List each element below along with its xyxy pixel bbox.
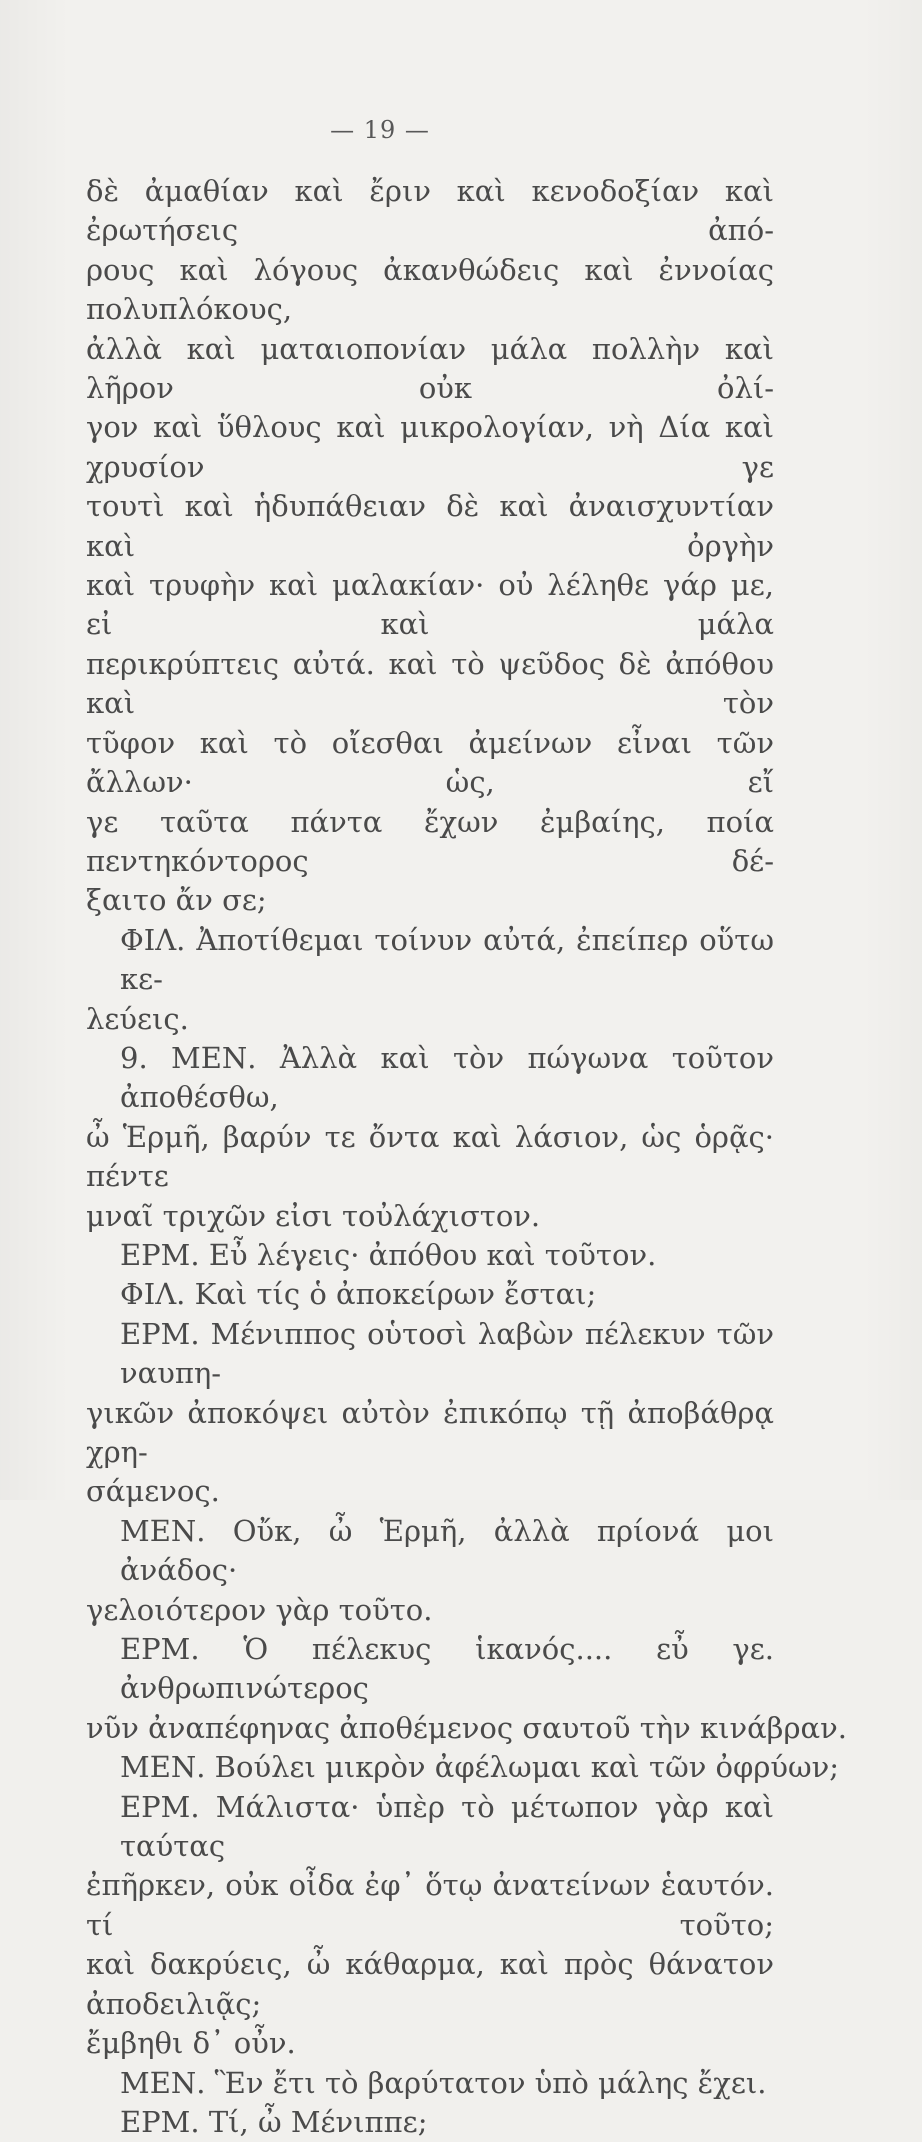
text-line: γελοιότερον γὰρ τοῦτο. [86, 1592, 433, 1627]
section-line: 9. ΜΕΝ. Ἀλλὰ καὶ τὸν πώγωνα τοῦτον ἀποθέσθω, [120, 1040, 774, 1115]
page-number: — 19 — [330, 116, 430, 144]
speaker-line: ΕΡΜ. Τί, ὦ Μένιππε; [120, 2104, 428, 2139]
text-line: δὲ ἀμαθίαν καὶ ἔριν καὶ κενοδοξίαν καὶ ἐρωτήσεις ἀπό- [86, 174, 774, 248]
speaker-line: ΜΕΝ. Οὔκ, ὦ Ἑρμῆ, ἀλλὰ πρίονά μοι ἀνάδος· [120, 1513, 774, 1588]
text-line: σάμενος. [86, 1474, 220, 1509]
text-line: γικῶν ἀποκόψει αὐτὸν ἐπικόπῳ τῇ ἀποβάθρᾳ χρη- [86, 1395, 774, 1469]
text-line: περικρύπτεις αὐτά. καὶ τὸ ψεῦδος δὲ ἀπόθου καὶ τὸν [86, 646, 774, 721]
text-line: ἀλλὰ καὶ ματαιοπονίαν μάλα πολλὴν καὶ λῆρον οὐκ ὀλί- [86, 331, 774, 406]
text-line: ὦ Ἑρμῆ, βαρύν τε ὄντα καὶ λάσιον, ὡς ὁρᾷς· πέντε [86, 1119, 774, 1194]
speaker-line: ΜΕΝ. Ἓν ἔτι τὸ βαρύτατον ὑπὸ μάλης ἔχει. [120, 2065, 767, 2100]
text-line: τῦφον καὶ τὸ οἴεσθαι ἀμείνων εἶναι τῶν ἄλλων· ὡς, εἴ [86, 725, 774, 800]
text-line: ρους καὶ λόγους ἀκανθώδεις καὶ ἐννοίας πολυπλόκους, [86, 252, 774, 327]
greek-text-block [86, 172, 847, 2142]
text-line: γον καὶ ὕθλους καὶ μικρολογίαν, νὴ Δία καὶ χρυσίον γε [86, 410, 774, 484]
text-line: καὶ δακρύεις, ὦ κάθαρμα, καὶ πρὸς θάνατον ἀποδειλιᾷς; [86, 1947, 774, 2021]
speaker-line: ΕΡΜ. Μάλιστα· ὑπὲρ τὸ μέτωπον γὰρ καὶ ταύτας [120, 1789, 774, 1864]
speaker-line: ΕΡΜ. Ὁ πέλεκυς ἱκανός.... εὖ γε. ἀνθρωπινώτερος [120, 1632, 774, 1706]
text-line: καὶ τρυφὴν καὶ μαλακίαν· οὐ λέληθε γάρ με, εἰ καὶ μάλα [86, 568, 774, 642]
text-line: ξαιτο ἄν σε; [86, 883, 267, 918]
speaker-line: ΦΙΛ. Καὶ τίς ὁ ἀποκείρων ἔσται; [120, 1277, 597, 1312]
speaker-line: ΕΡΜ. Εὖ λέγεις· ἀπόθου καὶ τοῦτον. [120, 1237, 657, 1272]
text-line: λεύεις. [86, 1001, 189, 1036]
text-line: τουτὶ καὶ ἡδυπάθειαν δὲ καὶ ἀναισχυντίαν καὶ ὀργὴν [86, 489, 774, 563]
text-line: ἔμβηθι δ᾽ οὖν. [86, 2026, 296, 2061]
speaker-line: ΦΙΛ. Ἀποτίθεμαι τοίνυν αὐτά, ἐπείπερ οὕτω κε- [120, 922, 774, 997]
speaker-line: ΕΡΜ. Μένιππος οὑτοσὶ λαβὼν πέλεκυν τῶν ναυπη- [120, 1316, 774, 1391]
text-line: νῦν ἀναπέφηνας ἀποθέμενος σαυτοῦ τὴν κινάβραν. [86, 1710, 847, 1745]
speaker-line: ΜΕΝ. Βούλει μικρὸν ἀφέλωμαι καὶ τῶν ὀφρύων; [120, 1750, 840, 1785]
text-line: ἐπῆρκεν, οὐκ οἶδα ἐφ᾽ ὅτῳ ἀνατείνων ἑαυτόν. τί τοῦτο; [86, 1868, 774, 1942]
text-line: μναῖ τριχῶν εἰσι τοὐλάχιστον. [86, 1198, 541, 1233]
text-line: γε ταῦτα πάντα ἔχων ἐμβαίης, ποία πεντηκόντορος δέ- [86, 804, 774, 878]
